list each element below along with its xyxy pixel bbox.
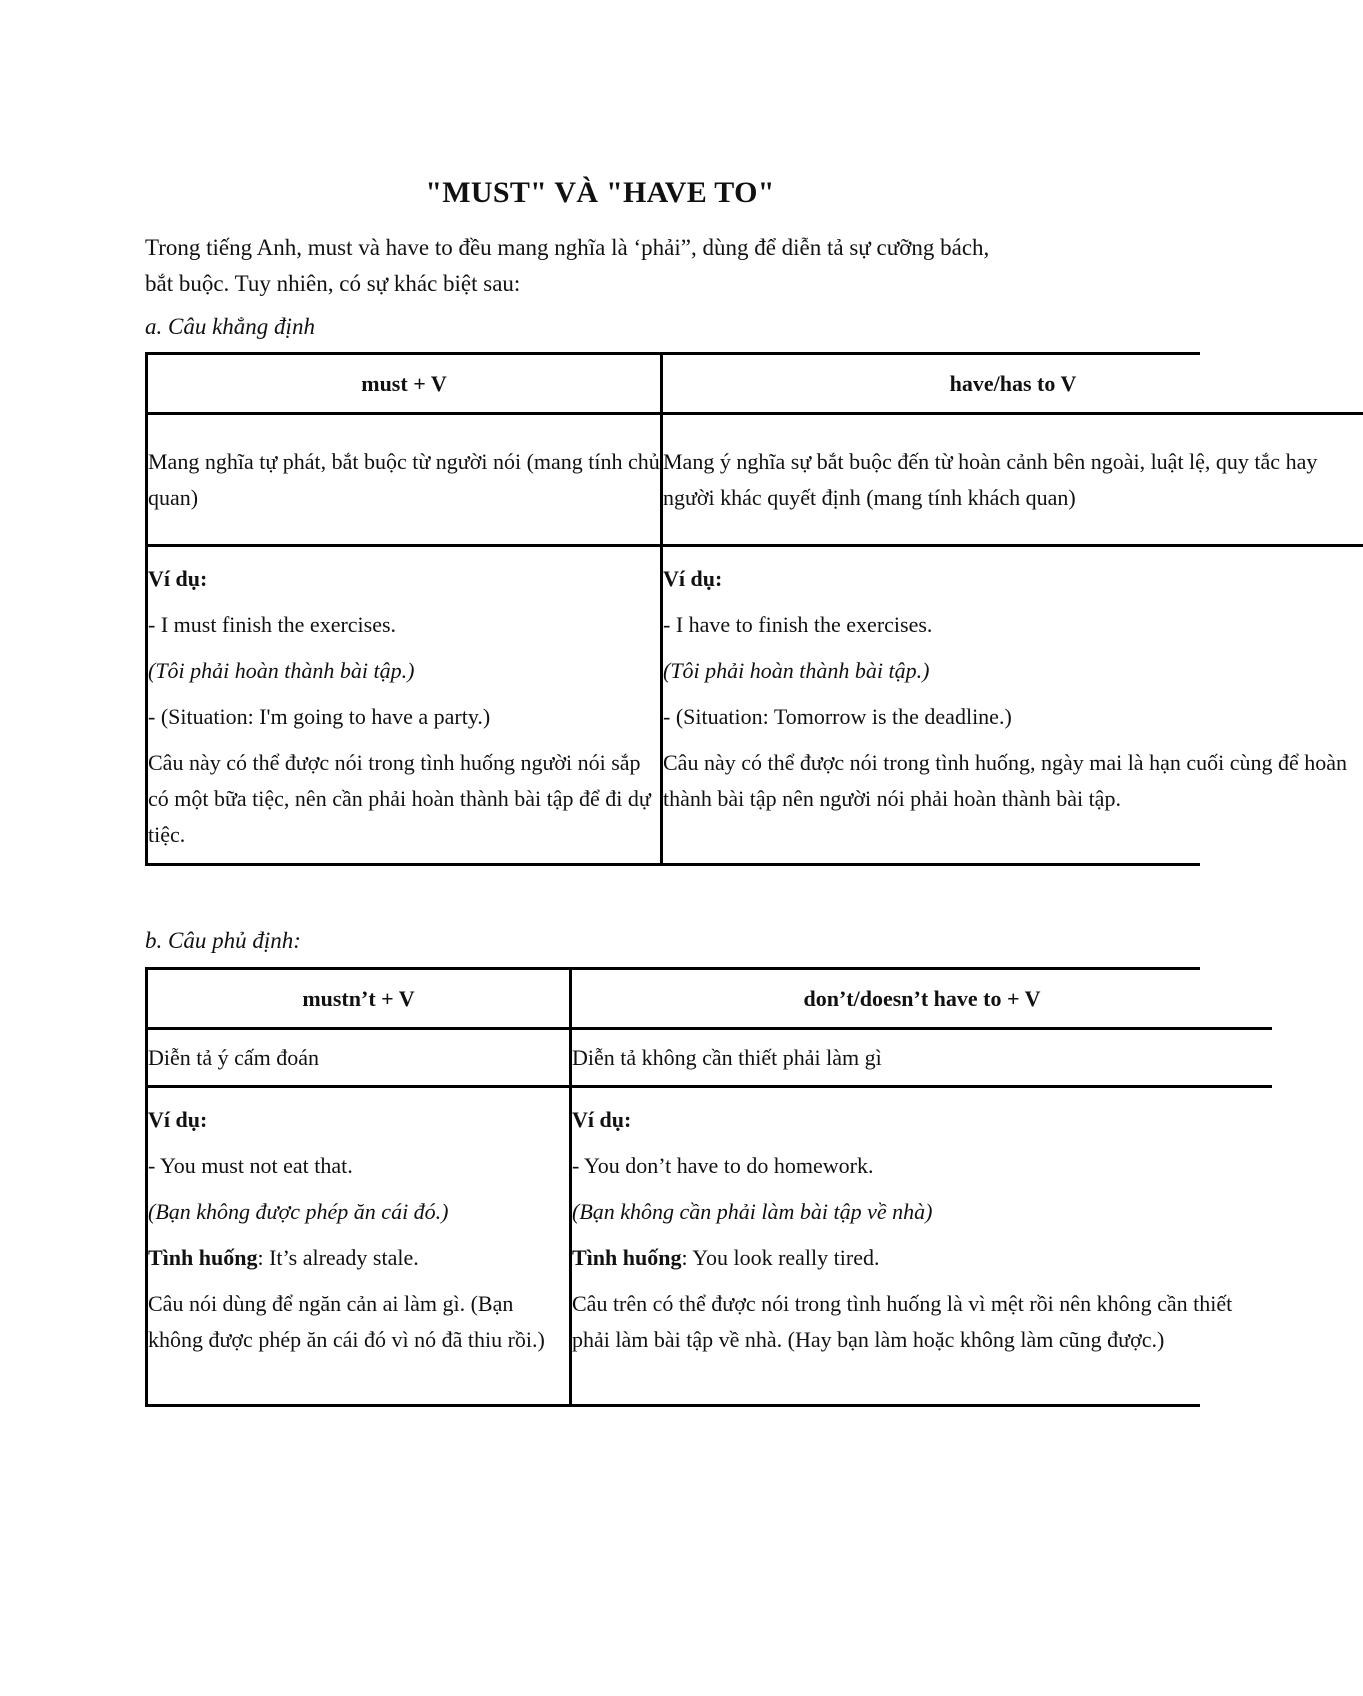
- intro-line-1: Trong tiếng Anh, must và have to đều mang nghĩa là ‘phải”, dùng để diễn tả sự cưỡng bách,: [145, 235, 990, 260]
- example-situation: - (Situation: I'm going to have a party.): [148, 704, 491, 729]
- desc-text: Mang ý nghĩa sự bắt buộc đến từ hoàn cảnh bên ngoài, luật lệ, quy tắc hay người khác quyết định (mang tính khách quan): [663, 448, 1318, 510]
- example-sentence: - I must finish the exercises.: [148, 612, 397, 637]
- example-sentence: - You don’t have to do homework.: [572, 1153, 874, 1178]
- intro-line-2: bắt buộc. Tuy nhiên, có sự khác biệt sau:: [145, 271, 521, 296]
- table-a-example-must: [148, 547, 663, 863]
- table-b-example-dont-have-to: [572, 1088, 1272, 1404]
- table-a-example-have-to: [663, 547, 1363, 863]
- example-translation: (Bạn không cần phải làm bài tập về nhà): [572, 1199, 933, 1224]
- example-explanation: Câu trên có thể được nói trong tình huống là vì mệt rồi nên không cần thiết phải làm bài tập về nhà. (Hay bạn làm hoặc không làm cũng được.): [572, 1291, 1233, 1352]
- example-label: Ví dụ:: [663, 566, 723, 591]
- table-a-header-must: must + V: [148, 355, 663, 415]
- example-translation: (Bạn không được phép ăn cái đó.): [148, 1199, 449, 1224]
- table-a-desc-must: [148, 415, 663, 547]
- table-negative: [145, 967, 1233, 1407]
- example-sentence: - You must not eat that.: [148, 1153, 353, 1178]
- example-translation: (Tôi phải hoàn thành bài tập.): [148, 658, 415, 683]
- example-sentence: - I have to finish the exercises.: [663, 612, 933, 637]
- situation-label: Tình huống: [572, 1245, 682, 1270]
- table-a-desc-have-to: [663, 415, 1363, 547]
- table-b-desc-mustnt: [148, 1030, 572, 1088]
- desc-text: Mang nghĩa tự phát, bắt buộc từ người nói (mang tính chủ quan): [148, 448, 660, 510]
- example-situation: [148, 1240, 569, 1276]
- example-situation: - (Situation: Tomorrow is the deadline.): [663, 704, 1012, 729]
- table-b-example-mustnt: [148, 1088, 572, 1404]
- example-label: Ví dụ:: [572, 1107, 632, 1132]
- example-label: Ví dụ:: [148, 566, 208, 591]
- example-explanation: Câu nói dùng để ngăn cản ai làm gì. (Bạn không được phép ăn cái đó vì nó đã thiu rồi.): [148, 1291, 545, 1352]
- situation-text: : It’s already stale.: [257, 1245, 419, 1270]
- table-b-header-dont-have-to: don’t/doesn’t have to + V: [572, 970, 1272, 1030]
- example-explanation: Câu này có thể được nói trong tình huống, ngày mai là hạn cuối cùng để hoàn thành bài tập nên người nói phải hoàn thành bài tập.: [663, 750, 1348, 811]
- example-explanation: Câu này có thể được nói trong tình huống người nói sắp có một bữa tiệc, nên cần phải hoàn thành bài tập để đi dự tiệc.: [148, 750, 651, 847]
- situation-text: : You look really tired.: [681, 1245, 880, 1270]
- example-situation: [572, 1240, 1272, 1276]
- section-b-label: b. Câu phủ định:: [145, 928, 301, 953]
- document-title: "MUST" VÀ "HAVE TO": [425, 176, 775, 209]
- table-a-header-have-to: have/has to V: [663, 355, 1363, 415]
- intro-paragraph: [145, 230, 1105, 302]
- example-translation: (Tôi phải hoàn thành bài tập.): [663, 658, 930, 683]
- table-b-header-mustnt: mustn’t + V: [148, 970, 572, 1030]
- table-affirmative: [145, 352, 1348, 866]
- section-a-label: a. Câu khẳng định: [145, 314, 315, 339]
- table-b-desc-dont-have-to: [572, 1030, 1272, 1088]
- situation-label: Tình huống: [148, 1245, 258, 1270]
- desc-text: Diễn tả không cần thiết phải làm gì: [572, 1044, 882, 1070]
- example-label: Ví dụ:: [148, 1107, 208, 1132]
- desc-text: Diễn tả ý cấm đoán: [148, 1044, 320, 1070]
